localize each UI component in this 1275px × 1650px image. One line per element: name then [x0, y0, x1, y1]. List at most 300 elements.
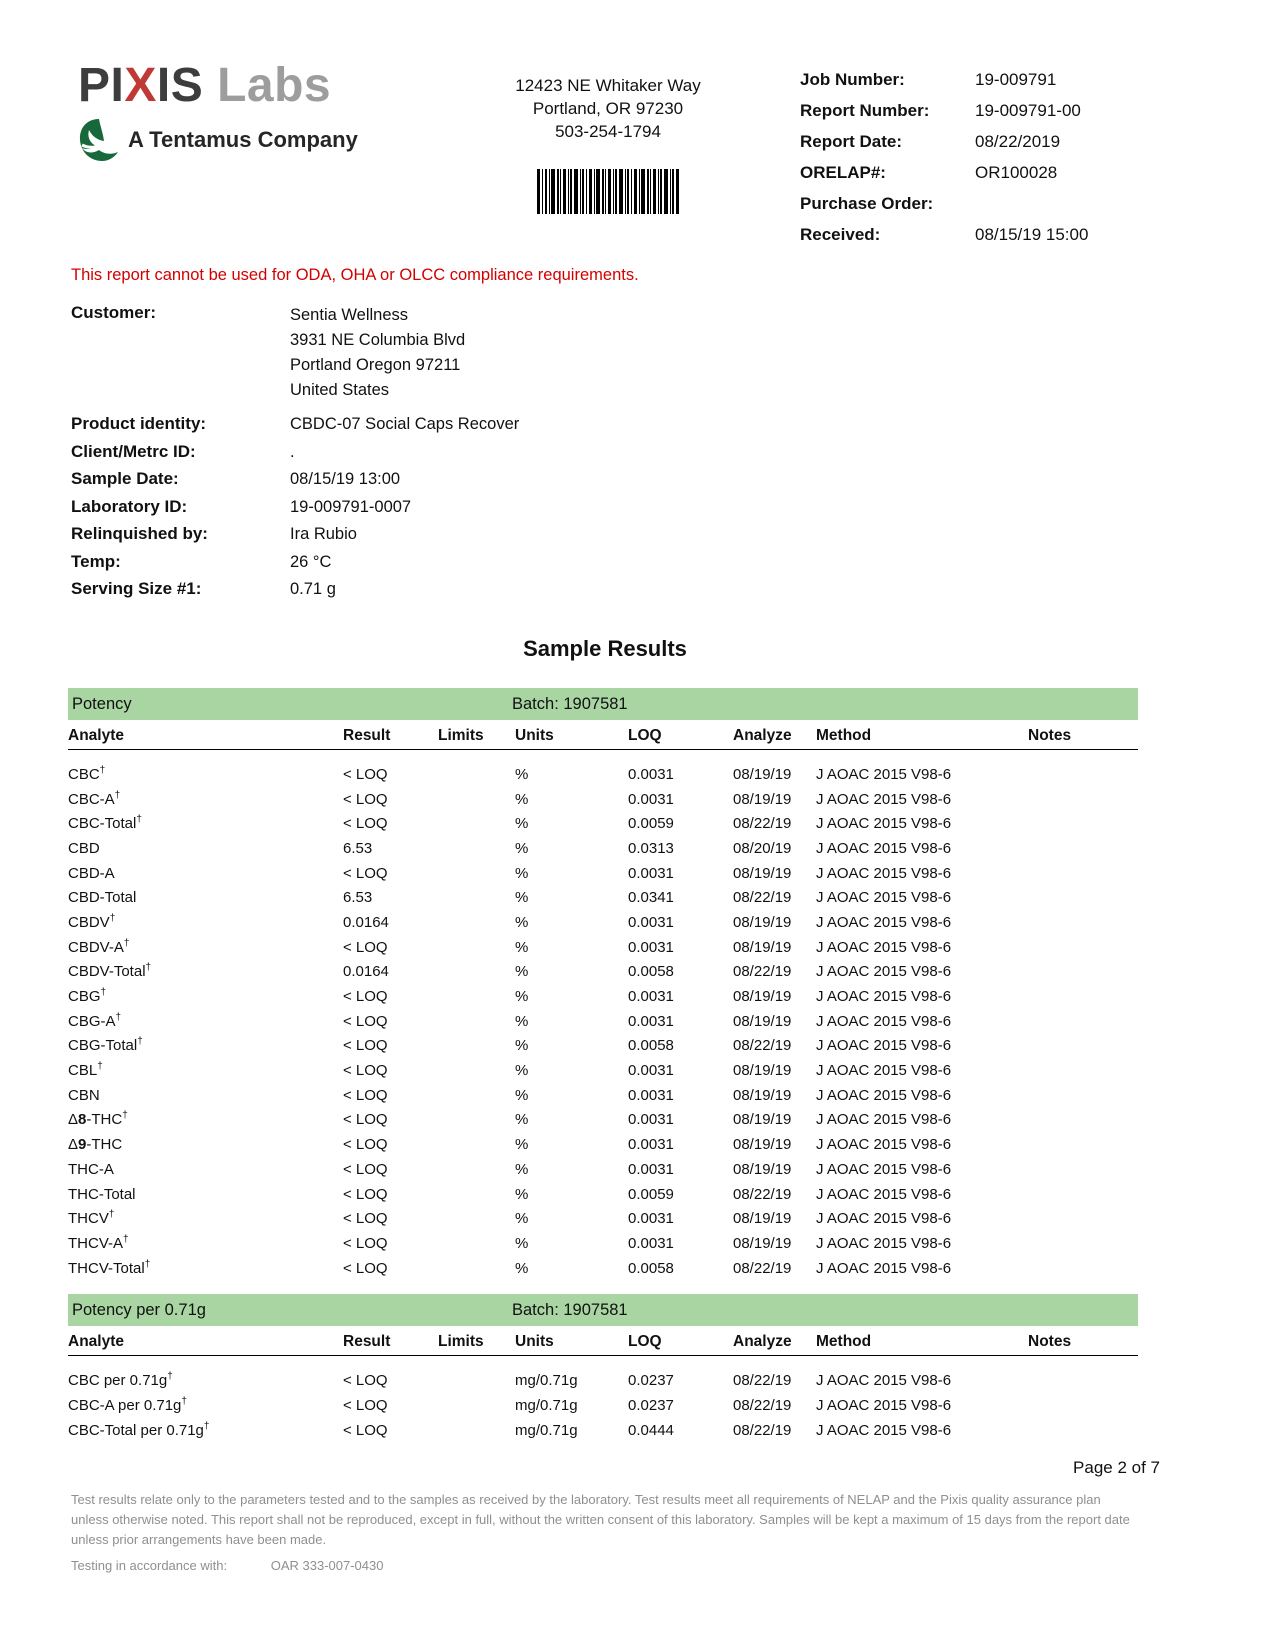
- result-cell: [1028, 750, 1138, 787]
- result-cell: %: [515, 1210, 529, 1228]
- field-row: [71, 469, 519, 497]
- result-cell: J AOAC 2015 V98-6: [816, 1111, 952, 1129]
- result-cell: %: [515, 1160, 529, 1178]
- result-cell: 08/22/19: [733, 1396, 792, 1414]
- field-label: Temp:: [71, 551, 121, 571]
- customer-block: [71, 303, 465, 403]
- result-cell: THC-Total: [68, 1185, 136, 1203]
- result-cell: J AOAC 2015 V98-6: [816, 938, 952, 956]
- field-row: [71, 497, 519, 525]
- results-area: [68, 688, 1138, 1443]
- logo-tagline-row: [78, 118, 358, 162]
- result-cell: < LOQ: [343, 765, 388, 783]
- result-cell: 0.0031: [628, 790, 674, 808]
- result-cell: %: [515, 765, 529, 783]
- column-header: Units: [515, 1326, 628, 1356]
- column-header: Notes: [1028, 720, 1138, 750]
- result-cell: CBC per 0.71g†: [68, 1371, 173, 1390]
- field-label: Product identity:: [71, 414, 207, 433]
- result-cell: [438, 1034, 515, 1059]
- result-cell: 08/19/19: [733, 1012, 792, 1030]
- barcode: [537, 169, 679, 214]
- result-cell: [1028, 1418, 1138, 1443]
- result-cell: CBG-Total†: [68, 1036, 143, 1055]
- result-cell: 0.0031: [628, 1160, 674, 1178]
- field-value: 19-009791: [975, 70, 1057, 89]
- result-cell: %: [515, 864, 529, 882]
- column-header: Analyte: [68, 1326, 343, 1356]
- result-cell: THCV-A†: [68, 1233, 129, 1252]
- result-cell: 08/22/19: [733, 1421, 792, 1439]
- result-row: [68, 910, 1138, 935]
- section-title: Sample Results: [523, 636, 687, 661]
- result-cell: J AOAC 2015 V98-6: [816, 1012, 952, 1030]
- result-cell: J AOAC 2015 V98-6: [816, 1062, 952, 1080]
- result-cell: 08/22/19: [733, 815, 792, 833]
- result-cell: CBD-Total: [68, 889, 137, 907]
- batch-number: Batch: 1907581: [512, 1300, 628, 1319]
- result-cell: J AOAC 2015 V98-6: [816, 815, 952, 833]
- logo-wordmark: [78, 59, 358, 112]
- result-row: [68, 750, 1138, 787]
- result-cell: THC-A: [68, 1160, 114, 1178]
- result-cell: 0.0031: [628, 988, 674, 1006]
- field-value: 0.71 g: [290, 580, 336, 598]
- field-row: [71, 579, 519, 607]
- result-cell: [438, 836, 515, 861]
- potency-per-serving-table-body: [68, 1356, 1138, 1443]
- result-cell: J AOAC 2015 V98-6: [816, 1234, 952, 1252]
- result-cell: J AOAC 2015 V98-6: [816, 913, 952, 931]
- result-cell: %: [515, 1012, 529, 1030]
- result-cell: J AOAC 2015 V98-6: [816, 839, 952, 857]
- result-cell: [438, 960, 515, 985]
- result-cell: J AOAC 2015 V98-6: [816, 988, 952, 1006]
- result-cell: 08/19/19: [733, 765, 792, 783]
- result-cell: 0.0031: [628, 938, 674, 956]
- result-cell: [1028, 1009, 1138, 1034]
- result-cell: [1028, 1083, 1138, 1108]
- result-cell: 0.0031: [628, 913, 674, 931]
- result-cell: 0.0031: [628, 864, 674, 882]
- result-cell: [1028, 1157, 1138, 1182]
- result-cell: 08/19/19: [733, 913, 792, 931]
- result-cell: [438, 1058, 515, 1083]
- result-cell: 0.0164: [343, 963, 389, 981]
- column-header: Result: [343, 720, 438, 750]
- result-cell: [438, 910, 515, 935]
- field-value: OR100028: [975, 163, 1058, 182]
- result-cell: CBC-Total per 0.71g†: [68, 1420, 210, 1439]
- result-cell: %: [515, 1136, 529, 1154]
- result-cell: 0.0237: [628, 1372, 674, 1390]
- column-header: Result: [343, 1326, 438, 1356]
- report-meta: [800, 70, 1145, 256]
- column-header: LOQ: [628, 1326, 733, 1356]
- result-cell: [438, 1418, 515, 1443]
- result-cell: CBC-A†: [68, 789, 121, 808]
- text-line: Sentia Wellness: [290, 306, 409, 324]
- logo-text-pre: PI: [78, 59, 125, 112]
- customer-label: Customer:: [71, 303, 157, 322]
- result-cell: %: [515, 988, 529, 1006]
- result-cell: < LOQ: [343, 1421, 388, 1439]
- result-row: [68, 811, 1138, 836]
- result-row: [68, 1206, 1138, 1231]
- result-cell: J AOAC 2015 V98-6: [816, 1160, 952, 1178]
- result-cell: CBG-A†: [68, 1011, 122, 1030]
- column-header: Notes: [1028, 1326, 1138, 1356]
- result-cell: J AOAC 2015 V98-6: [816, 1421, 952, 1439]
- result-cell: 0.0031: [628, 1086, 674, 1104]
- result-cell: [438, 1108, 515, 1133]
- accordance-label: Testing in accordance with:: [71, 1558, 228, 1573]
- result-cell: 08/22/19: [733, 963, 792, 981]
- field-value: .: [290, 442, 295, 461]
- result-cell: THCV†: [68, 1209, 115, 1228]
- result-cell: [1028, 1393, 1138, 1418]
- result-cell: mg/0.71g: [515, 1421, 578, 1439]
- result-row: [68, 787, 1138, 812]
- potency-table-body: [68, 750, 1138, 1281]
- result-cell: Δ8-THC†: [68, 1110, 128, 1129]
- result-cell: [1028, 1182, 1138, 1207]
- result-row: [68, 1108, 1138, 1133]
- leaf-icon: [78, 118, 120, 162]
- result-cell: [1028, 984, 1138, 1009]
- result-cell: 0.0444: [628, 1421, 674, 1439]
- potency-section-header: [68, 688, 1138, 720]
- result-cell: CBD-A: [68, 864, 115, 882]
- result-cell: J AOAC 2015 V98-6: [816, 1136, 952, 1154]
- field-label: Sample Date:: [71, 469, 179, 488]
- result-cell: 6.53: [343, 839, 373, 857]
- text-line: United States: [290, 381, 390, 399]
- result-cell: %: [515, 839, 529, 857]
- result-cell: [1028, 1058, 1138, 1083]
- field-label: Laboratory ID:: [71, 496, 188, 516]
- result-cell: [438, 935, 515, 960]
- disclaimer-text: Test results relate only to the parameters tested and to the samples as received by the laboratory. Test results meet all requirements of NELAP and the Pixis quality assurance plan unless otherwise noted. This report shall not be reproduced, except in full, without the written consent of this laboratory. Samples will be kept a maximum of 15 days from the report date unless prior arrangements have been made.: [71, 1492, 1130, 1547]
- field-row: [71, 524, 519, 552]
- result-cell: %: [515, 1259, 529, 1277]
- column-header: Method: [816, 720, 1028, 750]
- result-cell: [438, 787, 515, 812]
- result-cell: 0.0058: [628, 1037, 674, 1055]
- result-cell: 0.0031: [628, 1062, 674, 1080]
- result-cell: CBD: [68, 839, 100, 857]
- logo-text-x: X: [124, 59, 157, 112]
- result-cell: [1028, 1256, 1138, 1281]
- column-header: Limits: [438, 720, 515, 750]
- result-cell: [438, 885, 515, 910]
- result-cell: J AOAC 2015 V98-6: [816, 963, 952, 981]
- sample-info: [71, 414, 519, 607]
- result-cell: J AOAC 2015 V98-6: [816, 1185, 952, 1203]
- result-cell: J AOAC 2015 V98-6: [816, 1259, 952, 1277]
- compliance-warning: This report cannot be used for ODA, OHA or OLCC compliance requirements.: [71, 266, 639, 284]
- result-cell: %: [515, 1234, 529, 1252]
- result-cell: 08/19/19: [733, 1111, 792, 1129]
- field-row: [800, 132, 1145, 152]
- page-number: Page 2 of 7: [1073, 1458, 1160, 1477]
- result-row: [68, 1058, 1138, 1083]
- result-cell: CBC†: [68, 764, 106, 783]
- result-row: [68, 1034, 1138, 1059]
- result-cell: < LOQ: [343, 1062, 388, 1080]
- result-cell: J AOAC 2015 V98-6: [816, 765, 952, 783]
- field-row: [71, 552, 519, 580]
- result-cell: Δ9-THC: [68, 1136, 123, 1154]
- logo-text-post: IS: [156, 59, 204, 112]
- result-cell: < LOQ: [343, 1086, 388, 1104]
- accordance-value: OAR 333-007-0430: [270, 1558, 384, 1573]
- field-value: CBDC-07 Social Caps Recover: [290, 415, 520, 433]
- field-row: [800, 163, 1145, 183]
- result-cell: 08/19/19: [733, 1136, 792, 1154]
- result-cell: CBDV-Total†: [68, 962, 152, 981]
- result-cell: [1028, 960, 1138, 985]
- result-cell: [438, 1083, 515, 1108]
- result-row: [68, 1356, 1138, 1393]
- result-cell: [438, 1256, 515, 1281]
- result-cell: J AOAC 2015 V98-6: [816, 790, 952, 808]
- result-cell: < LOQ: [343, 864, 388, 882]
- field-label: ORELAP#:: [800, 163, 886, 182]
- field-label: Report Number:: [800, 101, 930, 120]
- field-label: Report Date:: [800, 132, 903, 151]
- result-cell: %: [515, 963, 529, 981]
- column-header-row: [68, 1326, 1138, 1356]
- result-row: [68, 861, 1138, 886]
- result-cell: 08/22/19: [733, 889, 792, 907]
- result-cell: < LOQ: [343, 1136, 388, 1154]
- field-row: [800, 225, 1145, 245]
- address-line-2: Portland, OR 97230: [532, 99, 684, 118]
- field-value: 08/22/2019: [975, 132, 1061, 151]
- result-cell: < LOQ: [343, 1234, 388, 1252]
- result-cell: < LOQ: [343, 1396, 388, 1414]
- field-label: Client/Metrc ID:: [71, 441, 196, 461]
- result-cell: mg/0.71g: [515, 1372, 578, 1390]
- result-cell: [438, 1182, 515, 1207]
- field-row: [800, 194, 1145, 214]
- column-header: Method: [816, 1326, 1028, 1356]
- result-cell: %: [515, 889, 529, 907]
- result-cell: [1028, 885, 1138, 910]
- result-cell: J AOAC 2015 V98-6: [816, 1037, 952, 1055]
- result-cell: 0.0058: [628, 1259, 674, 1277]
- potency-table: [68, 720, 1138, 1280]
- result-cell: < LOQ: [343, 1037, 388, 1055]
- result-cell: J AOAC 2015 V98-6: [816, 1396, 952, 1414]
- result-cell: [1028, 1206, 1138, 1231]
- result-row: [68, 984, 1138, 1009]
- result-cell: J AOAC 2015 V98-6: [816, 1210, 952, 1228]
- potency-per-serving-table: [68, 1326, 1138, 1442]
- result-cell: < LOQ: [343, 1160, 388, 1178]
- result-row: [68, 1393, 1138, 1418]
- result-cell: [438, 1206, 515, 1231]
- result-cell: 08/19/19: [733, 1234, 792, 1252]
- result-cell: [438, 750, 515, 787]
- result-row: [68, 836, 1138, 861]
- result-cell: %: [515, 1086, 529, 1104]
- result-cell: %: [515, 815, 529, 833]
- result-cell: [1028, 1108, 1138, 1133]
- result-cell: 0.0031: [628, 1111, 674, 1129]
- result-cell: [1028, 910, 1138, 935]
- result-cell: 0.0031: [628, 765, 674, 783]
- lab-logo: [78, 59, 358, 162]
- field-row: [71, 414, 519, 442]
- result-cell: [1028, 1231, 1138, 1256]
- result-cell: [438, 1157, 515, 1182]
- result-row: [68, 960, 1138, 985]
- result-cell: [438, 1231, 515, 1256]
- result-cell: [1028, 811, 1138, 836]
- result-cell: < LOQ: [343, 988, 388, 1006]
- result-cell: J AOAC 2015 V98-6: [816, 889, 952, 907]
- result-cell: 08/22/19: [733, 1259, 792, 1277]
- result-cell: < LOQ: [343, 1259, 388, 1277]
- result-cell: %: [515, 1185, 529, 1203]
- result-cell: [1028, 1132, 1138, 1157]
- result-cell: 08/22/19: [733, 1372, 792, 1390]
- result-cell: < LOQ: [343, 790, 388, 808]
- result-cell: < LOQ: [343, 1210, 388, 1228]
- result-row: [68, 935, 1138, 960]
- lab-address: [475, 74, 741, 220]
- result-cell: 0.0059: [628, 1185, 674, 1203]
- result-row: [68, 1157, 1138, 1182]
- result-cell: 08/19/19: [733, 1160, 792, 1178]
- result-cell: 08/19/19: [733, 864, 792, 882]
- result-cell: 0.0341: [628, 889, 674, 907]
- section-name: Potency: [72, 694, 132, 713]
- result-row: [68, 1418, 1138, 1443]
- text-line: 3931 NE Columbia Blvd: [290, 331, 466, 349]
- result-cell: [1028, 1034, 1138, 1059]
- result-cell: CBG†: [68, 987, 107, 1006]
- result-row: [68, 1132, 1138, 1157]
- result-cell: J AOAC 2015 V98-6: [816, 864, 952, 882]
- result-row: [68, 1009, 1138, 1034]
- result-cell: 0.0031: [628, 1234, 674, 1252]
- result-cell: < LOQ: [343, 1185, 388, 1203]
- customer-address: [290, 303, 465, 403]
- result-cell: 0.0237: [628, 1396, 674, 1414]
- result-cell: 6.53: [343, 889, 373, 907]
- result-cell: mg/0.71g: [515, 1396, 578, 1414]
- result-cell: [1028, 861, 1138, 886]
- result-row: [68, 885, 1138, 910]
- result-cell: 0.0031: [628, 1136, 674, 1154]
- result-cell: 08/19/19: [733, 1086, 792, 1104]
- result-cell: CBC-A per 0.71g†: [68, 1395, 187, 1414]
- result-cell: < LOQ: [343, 815, 388, 833]
- result-cell: 08/19/19: [733, 1062, 792, 1080]
- result-cell: [1028, 1356, 1138, 1393]
- result-cell: 0.0031: [628, 1210, 674, 1228]
- field-value: Ira Rubio: [290, 525, 357, 543]
- result-cell: 08/19/19: [733, 790, 792, 808]
- result-cell: CBC-Total†: [68, 814, 142, 833]
- result-cell: %: [515, 913, 529, 931]
- section-name: Potency per 0.71g: [72, 1300, 206, 1319]
- result-cell: 0.0059: [628, 815, 674, 833]
- field-row: [71, 442, 519, 470]
- result-cell: 08/22/19: [733, 1185, 792, 1203]
- result-cell: [1028, 935, 1138, 960]
- column-header: Analyte: [68, 720, 343, 750]
- result-cell: J AOAC 2015 V98-6: [816, 1086, 952, 1104]
- field-label: Serving Size #1:: [71, 579, 202, 598]
- field-label: Purchase Order:: [800, 194, 934, 213]
- result-cell: %: [515, 1062, 529, 1080]
- result-cell: CBDV†: [68, 912, 116, 931]
- result-cell: CBN: [68, 1086, 100, 1104]
- column-header: LOQ: [628, 720, 733, 750]
- field-value: 08/15/19 13:00: [290, 470, 401, 488]
- result-cell: %: [515, 938, 529, 956]
- result-cell: < LOQ: [343, 938, 388, 956]
- result-row: [68, 1182, 1138, 1207]
- field-label: Job Number:: [800, 70, 905, 89]
- result-cell: %: [515, 1111, 529, 1129]
- result-cell: [1028, 836, 1138, 861]
- result-cell: [438, 861, 515, 886]
- result-cell: 08/19/19: [733, 938, 792, 956]
- result-cell: CBL†: [68, 1061, 103, 1080]
- result-cell: 08/19/19: [733, 1210, 792, 1228]
- field-row: [800, 101, 1145, 121]
- result-cell: [438, 984, 515, 1009]
- logo-text-suffix: Labs: [203, 59, 332, 112]
- column-header: Limits: [438, 1326, 515, 1356]
- result-cell: [438, 1393, 515, 1418]
- field-label: Relinquished by:: [71, 524, 208, 543]
- result-cell: J AOAC 2015 V98-6: [816, 1372, 952, 1390]
- result-cell: 0.0058: [628, 963, 674, 981]
- logo-tagline: A Tentamus Company: [128, 127, 358, 152]
- result-cell: [438, 1009, 515, 1034]
- result-cell: < LOQ: [343, 1372, 388, 1390]
- text-line: Portland Oregon 97211: [290, 356, 461, 374]
- result-cell: < LOQ: [343, 1012, 388, 1030]
- field-value: 26 °C: [290, 552, 332, 571]
- field-label: Received:: [800, 225, 881, 244]
- lab-phone: 503-254-1794: [555, 122, 661, 141]
- accordance-line: [71, 1558, 383, 1573]
- result-cell: CBDV-A†: [68, 937, 130, 956]
- result-row: [68, 1083, 1138, 1108]
- result-cell: [1028, 787, 1138, 812]
- column-header: Analyze: [733, 1326, 816, 1356]
- field-row: [800, 70, 1145, 90]
- result-row: [68, 1231, 1138, 1256]
- result-cell: 0.0313: [628, 839, 674, 857]
- result-cell: 08/19/19: [733, 988, 792, 1006]
- result-cell: [438, 1356, 515, 1393]
- field-value: 08/15/19 15:00: [975, 225, 1089, 244]
- result-row: [68, 1256, 1138, 1281]
- column-header: Analyze: [733, 720, 816, 750]
- result-cell: < LOQ: [343, 1111, 388, 1129]
- result-cell: 08/22/19: [733, 1037, 792, 1055]
- field-value: 19-009791-00: [975, 101, 1081, 120]
- result-cell: [438, 1132, 515, 1157]
